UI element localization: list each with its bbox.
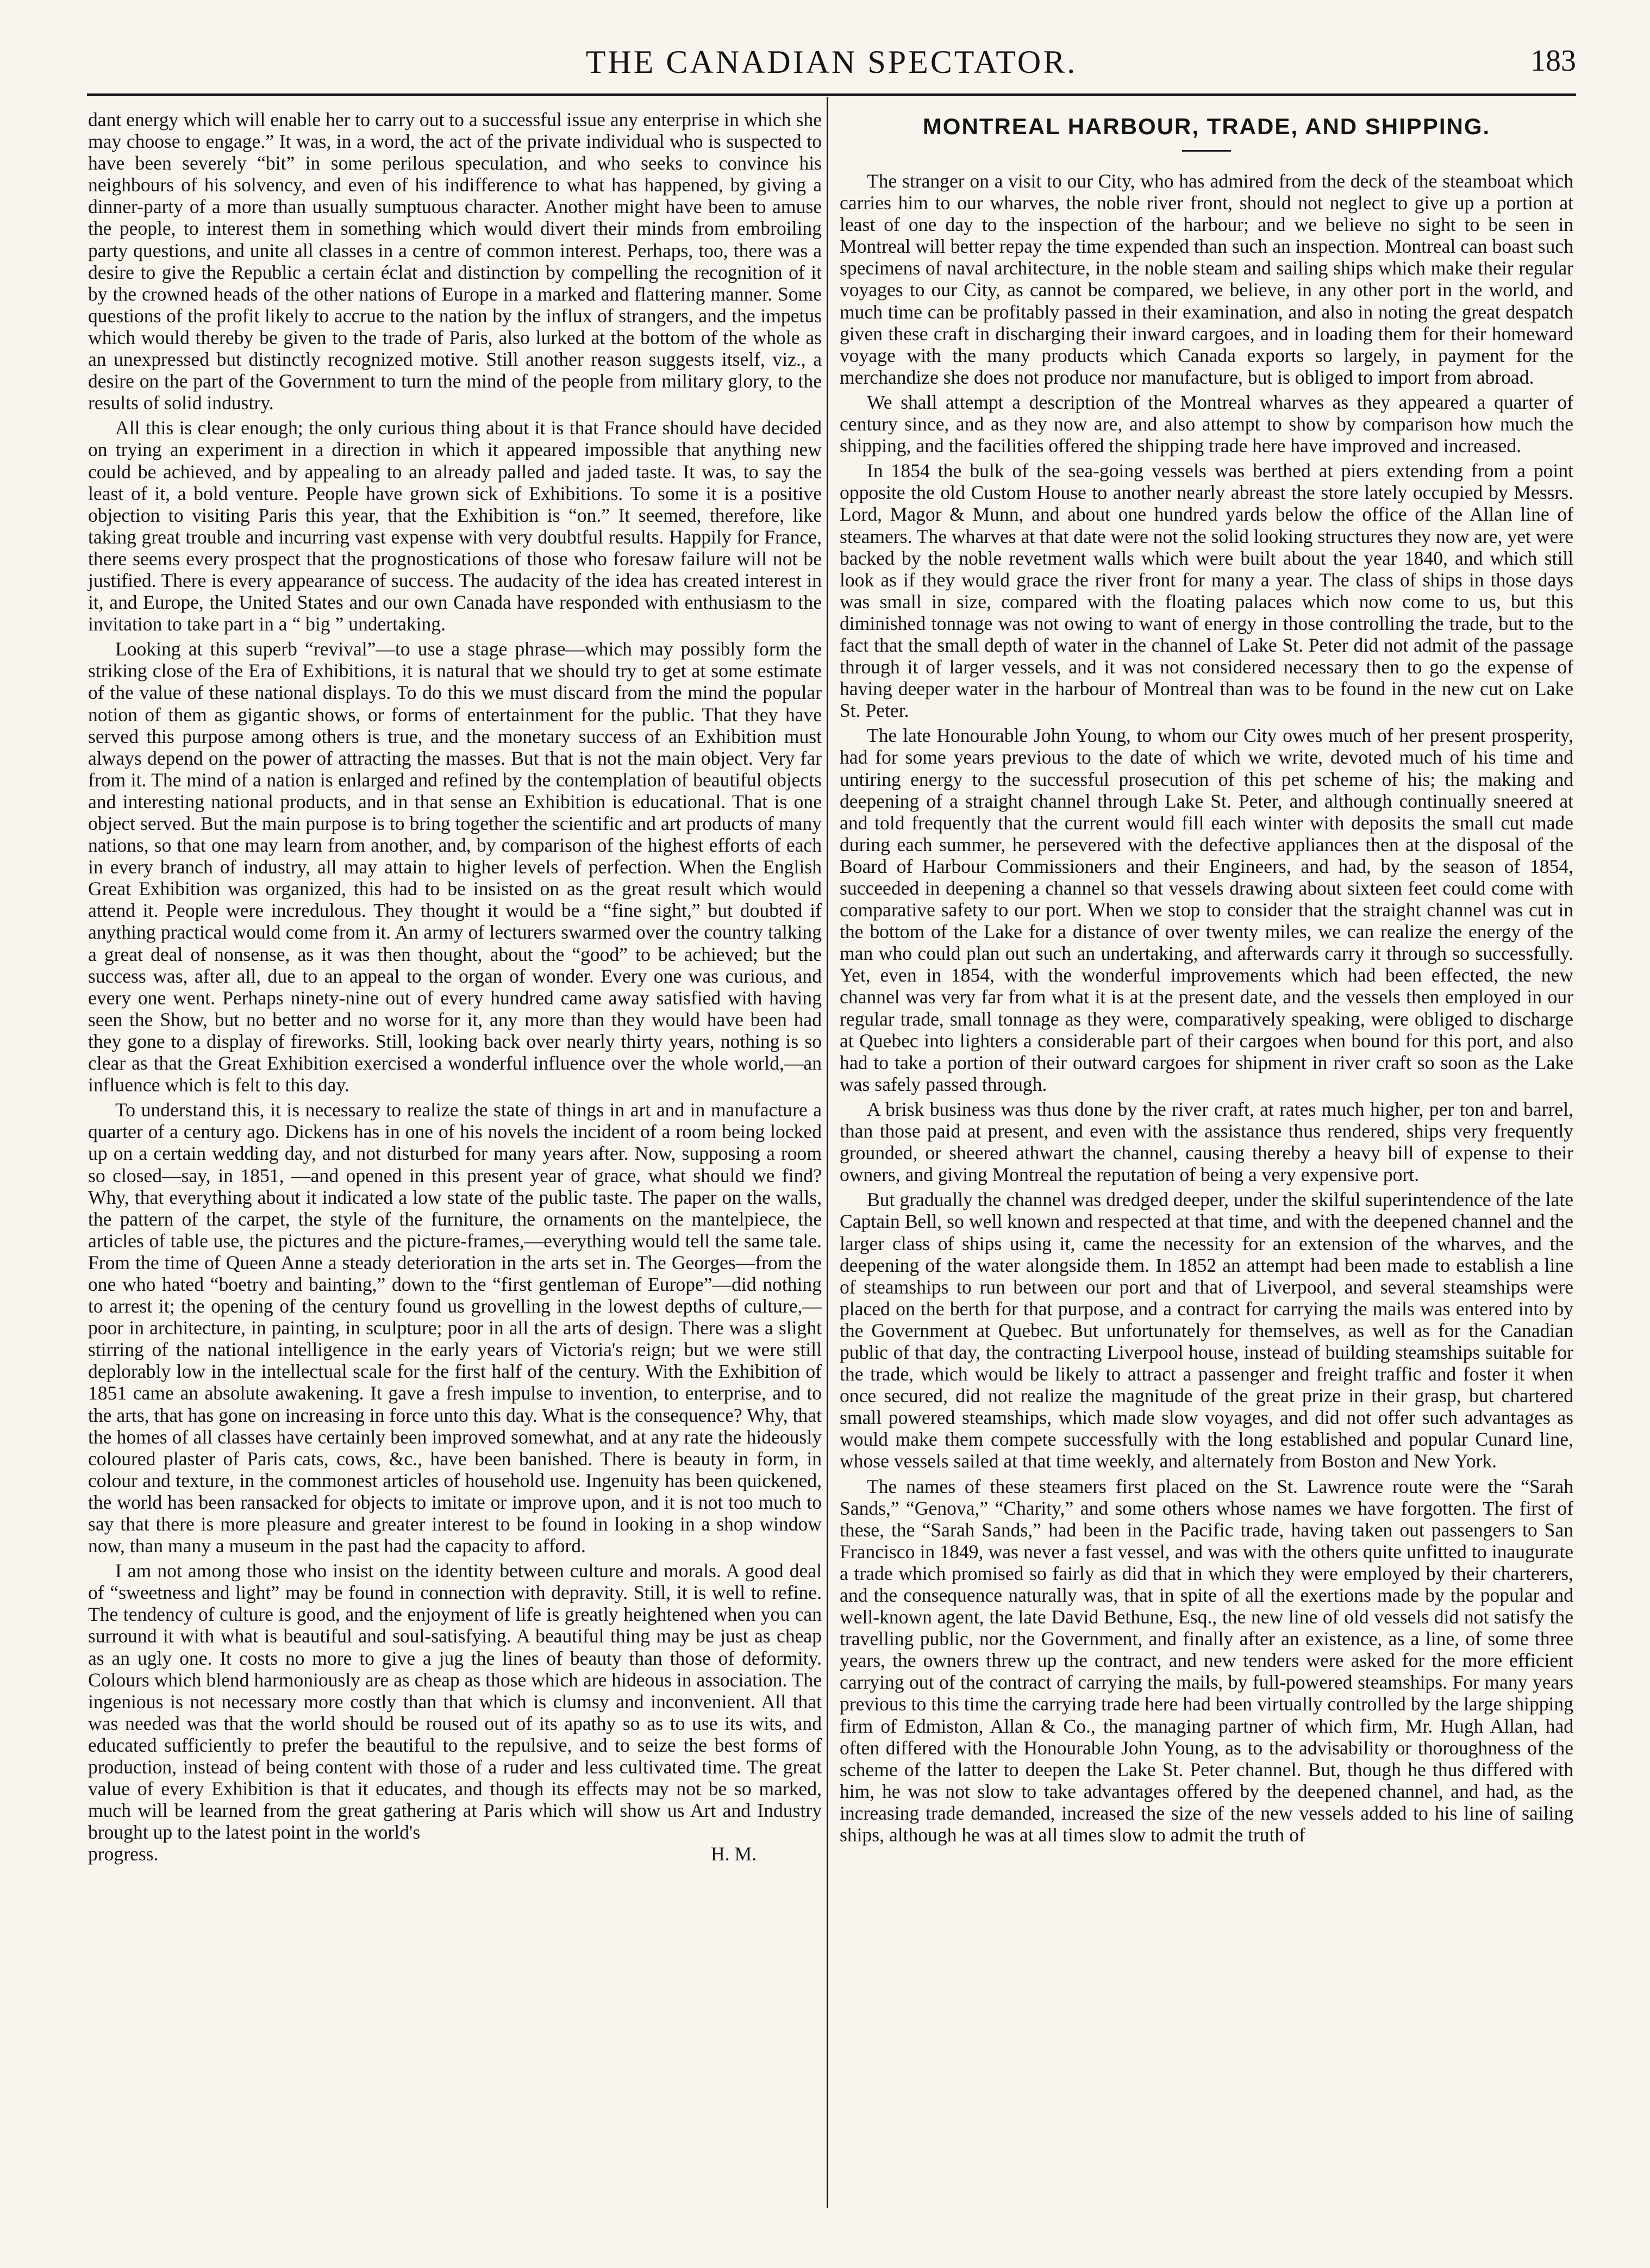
title-rule bbox=[1182, 150, 1231, 152]
header-rule bbox=[87, 93, 1576, 96]
column-divider bbox=[827, 97, 828, 2208]
paragraph: All this is clear enough; the only curious thing about it is that France should have decided on trying an experiment in a direction in which it appeared impossible that anything new could be achieved, and by appealing to an already palled and jaded taste. It was, to say the least of it, a bold venture. People have grown sick of Exhibitions. To some it is a positive objection to visiting Paris this year, that the Exhibition is “on.” It seemed, therefore, like taking great trouble and incurring vast expense with very doubtful results. Happily for France, there seems every prospect that the prognostications of those who foresaw failure will not be justified. There is every appearance of success. The audacity of the idea has created interest in it, and Europe, the United States and our own Canada have responded with enthusiasm to the invitation to take part in a “ big ” undertaking. bbox=[88, 417, 822, 635]
paragraph: I am not among those who insist on the identity between culture and morals. A good deal of “sweetness and light” may be found in connection with depravity. Still, it is well to refine. The tendency of culture is good, and the enjoyment of life is greatly heightened when you can surround it with what is beautiful and soul-satisfying. A beautiful thing may be just as cheap as an ugly one. It costs no more to give a jug the lines of beauty than those of deformity. Colours which blend harmoniously are as cheap as those which are hideous in association. The ingenious is not necessary more costly than that which is clumsy and inconvenient. All that was needed was that the world should be roused out of its apathy so as to use its wits, and educated sufficiently to prefer the beautiful to the repulsive, and to seize the best forms of production, instead of being content with those of a ruder and less cultivated time. The great value of every Exhibition is that it educates, and though its effects may not be so marked, much will be learned from the great gathering at Paris which will show us Art and Industry brought up to the latest point in the world's bbox=[88, 1560, 822, 1844]
paragraph: To understand this, it is necessary to realize the state of things in art and in manufacture a quarter of a century ago. Dickens has in one of his novels the incident of a room being locked up on a certain wedding day, and not disturbed for many years after. Now, supposing a room so closed—say, in 1851, —and opened in this present year of grace, what should we find? Why, that everything about it indicated a low state of the public taste. The paper on the walls, the pattern of the carpet, the style of the furniture, the ornaments on the mantelpiece, the articles of table use, the pictures and the picture-frames,—everything would tell the same tale. From the time of Queen Anne a steady deterioration in the arts set in. The Georges—from the one who hated “boetry and bainting,” down to the “first gentleman of Europe”—did nothing to arrest it; the opening of the century found us grovelling in the lowest depths of culture,—poor in architecture, in painting, in sculpture; poor in all the arts of design. There was a slight stirring of the national intelligence in the early years of Victoria's reign; but we were still deplorably low in the intellectual scale for the first half of the century. With the Exhibition of 1851 came an absolute awakening. It gave a fresh impulse to invention, to enterprise, and to the arts, that has gone on increasing in force unto this day. What is the consequence? Why, that the homes of all classes have certainly been improved somewhat, and at any rate the hideously coloured plaster of Paris cats, cows, &c., have been banished. There is beauty in form, in colour and texture, in the commonest articles of household use. Ingenuity has been quickened, the world has been ransacked for objects to imitate or improve upon, and it is not too much to say that there is more pleasure and greater interest to be found in looking in a shop window now, than many a museum in the past had the capacity to afford. bbox=[88, 1099, 822, 1557]
paragraph: But gradually the channel was dredged deeper, under the skilful superintendence of the late Captain Bell, so well known and respected at that time, and with the deepened channel and the larger class of ships using it, came the necessity for an extension of the wharves, and the deepening of the water alongside them. In 1852 an attempt had been made to establish a line of steamships to run between our port and that of Liverpool, and several steamships were placed on the berth for that purpose, and a contract for carrying the mails was entered into by the Government at Quebec. But unfortunately for themselves, as well as for the Canadian public of that day, the contracting Liverpool house, instead of building steamships suitable for the trade, which would be likely to attract a passenger and freight traffic and foster it when once secured, did not realize the magnitude of the great prize in their grasp, but chartered small powered steamships, which made slow voyages, and did not offer such advantages as would make them compete successfully with the long established and popular Cunard line, whose vessels sailed at that time weekly, and alternately from Boston and New York. bbox=[840, 1189, 1573, 1472]
paragraph: The late Honourable John Young, to whom our City owes much of her present prosperity, had for some years previous to the date of which we write, devoted much of his time and untiring energy to the successful prosecution of this pet scheme of his; the making and deepening of a straight channel through Lake St. Peter, and although continually sneered at and told frequently that the current would fill each winter with deposits the small cut made during each summer, he persevered with the defective appliances then at the disposal of the Board of Harbour Commissioners and their Engineers, and had, by the season of 1854, succeeded in deepening a channel so that vessels drawing about sixteen feet could come with comparative safety to our port. When we stop to consider that the straight channel was cut in the bottom of the Lake for a distance of over twenty miles, we can realize the energy of the man who could plan out such an undertaking, and afterwards carry it through so successfully. Yet, even in 1854, with the wonderful improvements which had been effected, the new channel was very far from what it is at the present date, and the vessels then employed in our regular trade, small tonnage as they were, comparatively speaking, were obliged to discharge at Quebec into lighters a considerable part of their cargoes when bound for this port, and also had to take a portion of their outward cargoes for shipment in river craft so soon as the Lake was safely passed through. bbox=[840, 724, 1573, 1095]
paragraph: A brisk business was thus done by the river craft, at rates much higher, per ton and barrel, than those paid at present, and even with the assistance thus rendered, ships very frequently grounded, or sheered athwart the channel, causing thereby a heavy bill of expense to their owners, and giving Montreal the reputation of being a very expensive port. bbox=[840, 1098, 1573, 1186]
author-initials: H. M. bbox=[710, 1843, 757, 1865]
paragraph: Looking at this superb “revival”—to use a stage phrase—which may possibly form the striking close of the Era of Exhibitions, it is natural that we should try to get at some estimate of the value of these national displays. To do this we must discard from the mind the popular notion of them as gigantic shows, or forms of entertainment for the public. That they have served this purpose among others is true, and the monetary success of an Exhibition must always depend on the power of attracting the masses. But that is not the main object. Very far from it. The mind of a nation is enlarged and refined by the contemplation of beautiful objects and interesting national products, and in that sense an Exhibition is educational. That is one object served. But the main purpose is to bring together the scientific and art products of many nations, so that one may learn from another, and, by comparison of the highest efforts of each in every branch of industry, all may attain to higher levels of perfection. When the English Great Exhibition was organized, this had to be insisted on as the great result which would attend it. People were incredulous. They thought it would be a “fine sight,” but doubted if anything practical would come from it. An army of lecturers swarmed over the country talking a great deal of nonsense, as it was then thought, about the “good” to be achieved; but the success was, after all, due to an appeal to the organ of wonder. Every one was curious, and every one went. Perhaps ninety-nine out of every hundred came away satisfied with having seen the Show, but no better and no worse for it, any more than they would have been had they gone to a display of fireworks. Still, looking back over nearly thirty years, nothing is so clear as that the Great Exhibition exercised a wonderful influence over the whole world,—an influence which is felt to this day. bbox=[88, 638, 822, 1096]
signature-line bbox=[88, 1843, 822, 1865]
paragraph: dant energy which will enable her to carry out to a successful issue any enterprise in which she may choose to engage.” It was, in a word, the act of the private individual who is suspected to have been severely “bit” in some perilous speculation, and who seeks to convince his neighbours of his solvency, and even of his indifference to what has happened, by giving a dinner-party of a more than usually sumptuous character. Another might have been to amuse the people, to interest them in something which would divert their minds from embroiling party questions, and unite all classes in a centre of common interest. Perhaps, too, there was a desire to give the Republic a certain éclat and distinction by compelling the recognition of it by the crowned heads of the other nations of Europe in a marked and flattering manner. Some questions of the profit likely to accrue to the nation by the influx of strangers, and the impetus which would thereby be given to the trade of Paris, also lurked at the bottom of the whole as an unexpressed but distinctly recognized motive. Still another reason suggests itself, viz., a desire on the part of the Government to turn the mind of the people from military glory, to the results of solid industry. bbox=[88, 109, 822, 414]
left-column bbox=[88, 109, 822, 1865]
closing-word: progress. bbox=[88, 1843, 159, 1865]
paragraph: We shall attempt a description of the Montreal wharves as they appeared a quarter of century since, and as they now are, and also attempt to show by comparison how much the shipping, and the facilities offered the shipping trade here have improved and increased. bbox=[840, 391, 1573, 457]
paragraph: The names of these steamers first placed on the St. Lawrence route were the “Sarah Sands,” “Genova,” “Charity,” and some others whose names we have forgotten. The first of these, the “Sarah Sands,” had been in the Pacific trade, having taken out passengers to San Francisco in 1849, was never a fast vessel, and was with the others quite unfitted to inaugurate a trade which promised so fairly as did that in which they were employed by their charterers, and the consequence naturally was, that in spite of all the exertions made by the popular and well-known agent, the late David Bethune, Esq., the new line of old vessels did not satisfy the travelling public, nor the Government, and finally after an existence, as a line, of some three years, the owners threw up the contract, and new tenders were asked for the more efficient carrying out of the contract of carrying the mails, by full-powered steamships. For many years previous to this time the carrying trade here had been virtually controlled by the large shipping firm of Edmiston, Allan & Co., the managing partner of which firm, Mr. Hugh Allan, had often differed with the Honourable John Young, as to the advisability or thoroughness of the scheme of the latter to deepen the Lake St. Peter channel. But, though he thus differed with him, he was not slow to take advantages offered by the deepened channel, and had, as the increasing trade demanded, increased the size of the new vessels added to his line of sailing ships, although he was at all times slow to admit the truth of bbox=[840, 1475, 1573, 1846]
page-number: 183 bbox=[1530, 44, 1576, 78]
paragraph: The stranger on a visit to our City, who has admired from the deck of the steamboat which carries him to our wharves, the noble river front, should not neglect to give up a portion at least of one day to the inspection of the harbour; and we believe no sight to be seen in Montreal will better repay the time expended than such an inspection. Montreal can boast such specimens of naval architecture, in the noble steam and sailing ships which make their regular voyages to our City, as cannot be compared, we believe, in any other port in the world, and much time can be profitably passed in their examination, and also in noting the great despatch given these craft in discharging their inward cargoes, and in loading them for their homeward voyage with the many products which Canada exports so largely, in payment for the merchandize she does not produce nor manufacture, but is obliged to import from abroad. bbox=[840, 170, 1573, 388]
page-header bbox=[87, 34, 1576, 93]
journal-title: THE CANADIAN SPECTATOR. bbox=[585, 44, 1078, 80]
article-title: MONTREAL HARBOUR, TRADE, AND SHIPPING. bbox=[922, 114, 1491, 139]
paragraph: In 1854 the bulk of the sea-going vessels was berthed at piers extending from a point opposite the old Custom House to another nearly abreast the store lately occupied by Messrs. Lord, Magor & Munn, and about one hundred yards below the office of the Allan line of steamers. The wharves at that date were not the solid looking structures they now are, yet were backed by the noble revetment walls which were built about the year 1840, and which still look as if they would grace the river front for many a year. The class of ships in those days was small in size, compared with the floating palaces which now come to us, but this diminished tonnage was not owing to want of energy in those controlling the trade, but to the fact that the small depth of water in the channel of Lake St. Peter did not admit of the passage through it of larger vessels, and it was not considered necessary then to go the expense of having deeper water in the harbour of Montreal than was to be found in the new cut on Lake St. Peter. bbox=[840, 460, 1573, 722]
right-column bbox=[840, 109, 1573, 1849]
